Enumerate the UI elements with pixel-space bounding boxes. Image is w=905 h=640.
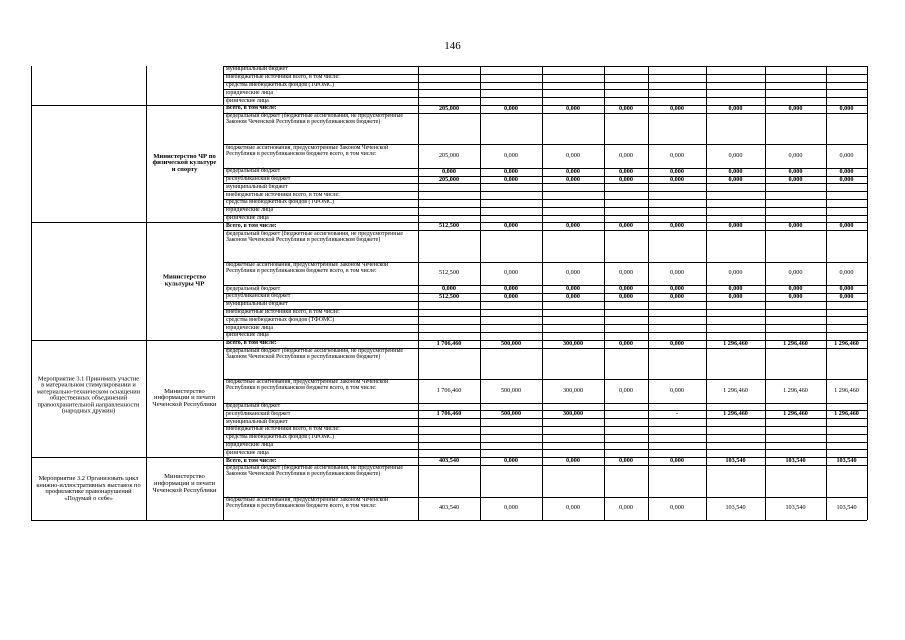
source-label: физические лица [226,97,269,104]
value-cell: 103,540 [725,456,746,464]
column-border [146,66,147,520]
source-label: юридические лица [226,89,273,96]
source-label: Всего, в том числе: [226,457,277,464]
value-cell: 300,000 [562,339,584,347]
value-cell: 0,000 [619,339,633,347]
value-cell: 1 296,460 [783,339,808,347]
value-cell: 0,000 [566,504,580,512]
value-cell: 0,000 [839,284,854,292]
value-cell: 0,000 [670,292,684,300]
value-cell: 403,540 [438,504,460,512]
value-cell: 0,000 [619,222,633,230]
source-label: средства внебюджетных фондов (ТФОМС) [226,199,335,206]
source-label: республиканский бюджет [226,410,291,417]
value-cell: 0,000 [566,292,580,300]
source-label: бюджетные ассигнования, предусмотренные Законом Чеченской Республики в республиканском бюджете всего, в том числе: [226,144,389,157]
value-cell: 0,000 [566,175,580,183]
value-cell: 0,000 [670,456,684,464]
value-cell: 1 296,460 [834,339,859,347]
source-label: юридические лица [226,207,273,214]
value-cell: 1 296,460 [783,386,808,394]
value-cell: 1 296,460 [723,410,748,418]
value-cell: 0,000 [566,269,580,277]
value-cell: 403,540 [438,456,460,464]
value-cell: 0,000 [788,104,803,112]
source-label: федеральный бюджет (бюджетные ассигнования, не предусмотренные Законом Чеченской Республики в республиканском бюджете) [226,465,404,478]
group-border [31,340,223,341]
value-cell: 103,540 [785,504,806,512]
value-cell: 103,540 [836,456,857,464]
executor-label: Министерство информации и печати Чеченской Республики [152,473,217,494]
group-border [31,222,223,223]
value-cell: 0,000 [839,222,854,230]
value-cell: 0,000 [566,222,580,230]
value-cell: 0,000 [788,269,803,277]
value-cell: 0,000 [788,292,803,300]
value-cell: 0,000 [839,104,854,112]
source-label: федеральный бюджет [226,168,281,175]
value-cell: 0,000 [670,386,684,394]
value-cell: 0,000 [566,284,580,292]
source-label: средства внебюджетных фондов (ТФОМС) [226,434,335,441]
value-cell: 1 296,460 [723,339,748,347]
value-cell: 205,000 [438,151,460,159]
source-label: муниципальный бюджет [226,66,288,73]
value-cell: 0,000 [670,167,684,175]
source-label: средства внебюджетных фондов (ТФОМС) [226,81,335,88]
executor-label: Министерство информации и печати Чеченской Республики [152,387,217,408]
value-cell: 0,000 [670,339,684,347]
value-cell: 512,500 [438,269,460,277]
value-cell: 103,540 [725,504,746,512]
value-cell: 0,000 [728,151,743,159]
source-label: Всего, в том числе: [226,222,277,229]
value-cell: 1 706,460 [436,339,462,347]
column-border [223,66,224,520]
value-cell: 0,000 [619,151,633,159]
value-cell: 0,000 [619,167,633,175]
value-cell: 0,000 [442,167,456,175]
value-cell: 0,000 [566,104,580,112]
value-cell: 500,000 [500,339,522,347]
value-cell: 0,000 [619,292,633,300]
source-label: Всего, в том числе: [226,340,277,347]
value-cell: 0,000 [788,175,803,183]
value-cell: 0,000 [728,222,743,230]
measure-label: Мероприятие 3.1 Принимать участие в материальном стимулировании и материально-техническом оснащении общественных объединений правоохранительной направленности (народных дружин) [36,374,141,415]
source-label: физические лица [226,214,269,221]
value-cell: 0,000 [728,175,743,183]
value-cell: 0,000 [566,167,580,175]
column-border [826,66,827,520]
value-cell: 0,000 [839,167,854,175]
value-cell: 0,000 [504,104,518,112]
source-label: бюджетные ассигнования, предусмотренные Законом Чеченской Республики в республиканском бюджете всего, в том числе: [226,496,389,509]
value-cell: 0,000 [619,284,633,292]
value-cell: 1 296,460 [723,386,748,394]
value-cell: 0,000 [670,175,684,183]
source-label: федеральный бюджет (бюджетные ассигнования, не предусмотренные Законом Чеченской Республики в республиканском бюджете) [226,230,404,243]
value-cell: 0,000 [728,284,743,292]
value-cell: 0,000 [728,269,743,277]
source-label: федеральный бюджет (бюджетные ассигнования, не предусмотренные Законом Чеченской Республики в республиканском бюджете) [226,347,404,360]
source-label: физические лица [226,332,269,339]
value-cell: 0,000 [619,175,633,183]
column-border [480,66,481,520]
value-cell: 0,000 [442,284,456,292]
source-label: внебюджетные источники всего, в том числе: [226,308,340,315]
column-border [867,66,868,520]
value-cell: 205,000 [438,104,460,112]
value-cell: 0,000 [670,504,684,512]
value-cell: 0,000 [788,284,803,292]
source-label: юридические лица [226,324,273,331]
value-cell: 0,000 [566,151,580,159]
value-cell: 500,000 [500,410,522,418]
table-bottom-border [31,520,867,521]
value-cell: 500,000 [500,386,522,394]
group-border [31,457,223,458]
column-border [542,66,543,520]
value-cell: 0,000 [504,269,518,277]
source-label: федеральный бюджет [226,285,281,292]
source-label: внебюджетные источники всего, в том числе: [226,74,340,81]
value-cell: 0,000 [619,504,633,512]
value-cell: 103,540 [836,504,857,512]
value-cell: 0,000 [619,386,633,394]
value-cell: 0,000 [504,222,518,230]
measure-label: Мероприятие 3.2 Организовать цикл книжно-иллюстративных выставок по профилактике правонарушений «Подумай о себе» [36,475,141,502]
source-label: бюджетные ассигнования, предусмотренные Законом Чеченской Республики в республиканском бюджете всего, в том числе: [226,379,389,392]
column-border [648,66,649,520]
column-border [765,66,766,520]
value-cell: 0,000 [788,167,803,175]
source-label: бюджетные ассигнования, предусмотренные Законом Чеченской Республики в республиканском бюджете всего, в том числе: [226,262,389,275]
value-cell: 0,000 [619,269,633,277]
value-cell: 0,000 [728,104,743,112]
value-cell: 1 296,460 [834,386,859,394]
page-number: 146 [444,40,461,52]
value-cell: 0,000 [839,151,854,159]
value-cell: 0,000 [728,292,743,300]
value-cell: 0,000 [504,167,518,175]
value-cell: 1 706,460 [436,410,462,418]
value-cell: 1 706,460 [436,386,462,394]
value-cell: 0,000 [504,456,518,464]
source-label: внебюджетные источники всего, в том числе: [226,191,340,198]
value-cell: 1 296,460 [834,410,859,418]
value-cell: 0,000 [504,175,518,183]
group-border [31,105,223,106]
value-cell: 0,000 [728,167,743,175]
column-border [706,66,707,520]
executor-label: Министерство ЧР по физической культуре и спорту [152,152,217,174]
value-cell: 0,000 [788,222,803,230]
value-cell: 512,500 [438,292,460,300]
value-cell: 0,000 [670,222,684,230]
source-label: федеральный бюджет [226,402,281,409]
value-cell: 0,000 [839,292,854,300]
value-cell: 0,000 [566,456,580,464]
value-cell: 0,000 [504,284,518,292]
source-label: физические лица [226,449,269,456]
source-label: юридические лица [226,441,273,448]
value-cell: 300,000 [562,386,584,394]
value-cell: 0,000 [788,151,803,159]
source-label: муниципальный бюджет [226,418,288,425]
source-label: республиканский бюджет [226,175,291,182]
value-cell: 0,000 [504,151,518,159]
value-cell: 0,000 [670,269,684,277]
source-label: средства внебюджетных фондов (ТФОМС) [226,316,335,323]
value-cell: 300,000 [562,410,584,418]
source-label: муниципальный бюджет [226,183,288,190]
value-cell: - [675,410,679,418]
column-border [604,66,605,520]
value-cell: 0,000 [670,151,684,159]
value-cell: 205,000 [438,175,460,183]
value-cell: 512,500 [438,222,460,230]
column-border [418,66,419,520]
source-label: муниципальный бюджет [226,301,288,308]
value-cell: 0,000 [839,269,854,277]
value-cell: 0,000 [619,456,633,464]
value-cell: 0,000 [670,104,684,112]
value-cell: 0,000 [504,292,518,300]
value-cell: 103,540 [785,456,806,464]
source-label: внебюджетные источники всего, в том числе: [226,426,340,433]
value-cell: 0,000 [670,284,684,292]
source-label: республиканский бюджет [226,293,291,300]
column-border [31,66,32,520]
value-cell: 0,000 [619,104,633,112]
executor-label: Министерство культуры ЧР [162,273,207,288]
value-cell: 1 296,460 [783,410,808,418]
value-cell: 0,000 [504,504,518,512]
value-cell: 0,000 [839,175,854,183]
source-label: Всего, в том числе: [226,105,277,112]
source-label: федеральный бюджет (бюджетные ассигнования, не предусмотренные Законом Чеченской Республики в республиканском бюджете) [226,113,404,126]
